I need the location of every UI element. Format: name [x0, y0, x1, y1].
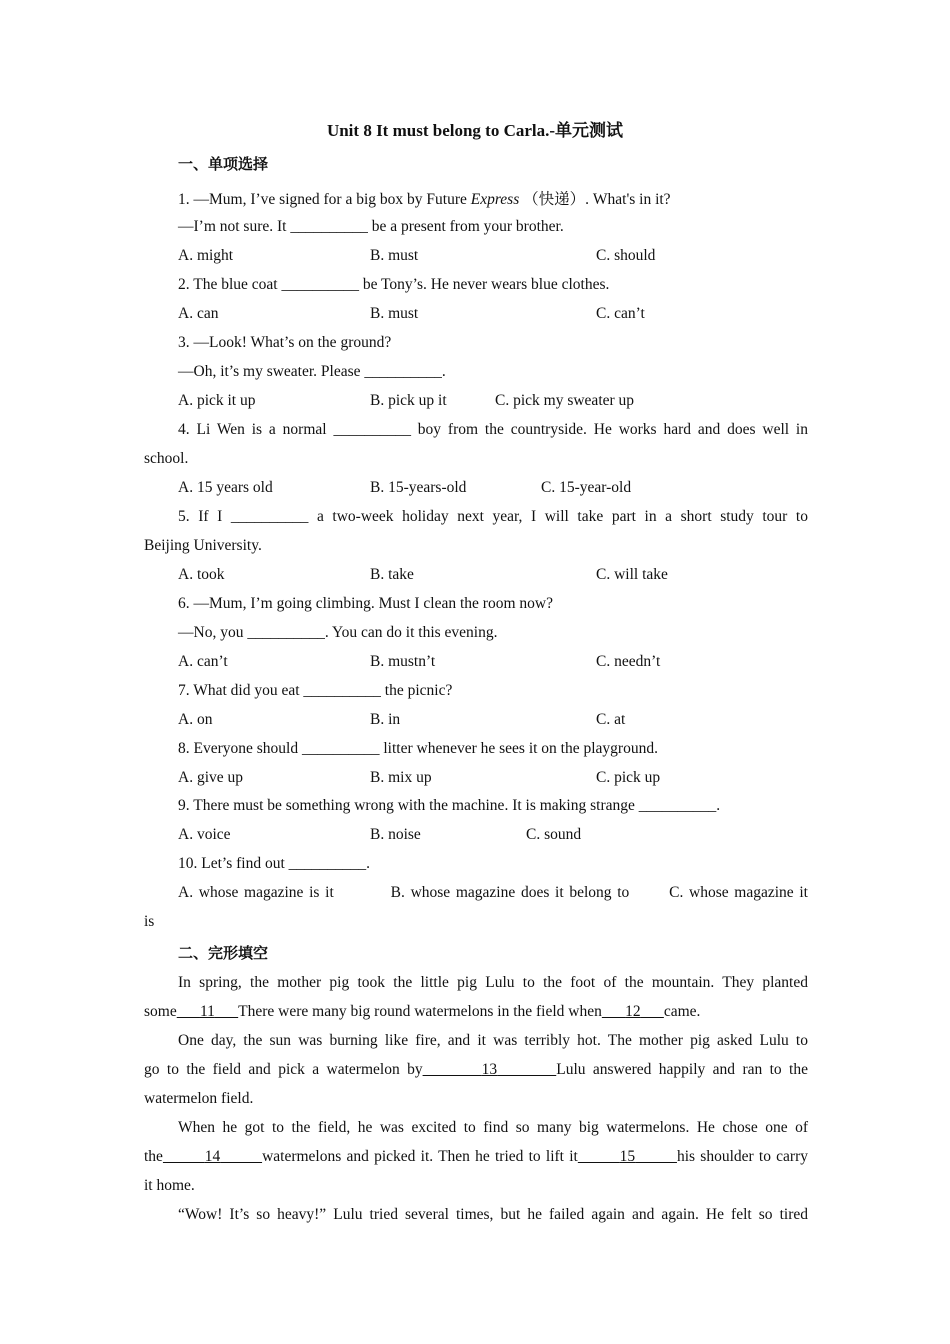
- question-3-option-b: B. pick up it: [370, 392, 447, 409]
- question-9-option-b: B. noise: [370, 826, 421, 843]
- question-9-stem: 9. There must be something wrong with the machine. It is making strange __________.: [178, 797, 721, 814]
- question-7-stem: 7. What did you eat __________ the picnic?: [178, 682, 453, 699]
- section-heading-single-choice: 一、单项选择: [178, 155, 269, 173]
- question-4-continuation: school.: [144, 450, 189, 467]
- question-3-option-c: C. pick my sweater up: [495, 392, 635, 409]
- cloze-paragraph-3-line-2: the 14 watermelons and picked it. Then he tried to lift it 15 his shoulder to carry: [144, 1148, 809, 1165]
- question-6-option-a: A. can’t: [178, 653, 228, 670]
- question-8-stem: 8. Everyone should __________ litter whenever he sees it on the playground.: [178, 740, 658, 757]
- question-7-option-c: C. at: [596, 711, 626, 728]
- question-3-option-a: A. pick it up: [178, 392, 256, 409]
- question-7-option-a: A. on: [178, 711, 213, 728]
- cloze-paragraph-1-line-1: In spring, the mother pig took the little pig Lulu to the foot of the mountain. They planted: [178, 974, 808, 991]
- question-2-option-c: C. can’t: [596, 305, 645, 322]
- question-2-option-a: A. can: [178, 305, 219, 322]
- cloze-paragraph-3-line-3: it home.: [144, 1177, 195, 1194]
- question-2-option-b: B. must: [370, 305, 419, 322]
- question-5-option-b: B. take: [370, 566, 414, 583]
- question-1-stem: 1. —Mum, I’ve signed for a big box by Future Express （快递）. What's in it?: [178, 191, 671, 208]
- question-4-stem: 4. Li Wen is a normal __________ boy from the countryside. He works hard and does well in: [178, 421, 808, 438]
- question-3-stem: 3. —Look! What’s on the ground?: [178, 334, 392, 351]
- question-6-stem: 6. —Mum, I’m going climbing. Must I clean the room now?: [178, 595, 553, 612]
- question-3-line2: —Oh, it’s my sweater. Please __________.: [178, 363, 446, 380]
- question-9-option-c: C. sound: [526, 826, 582, 843]
- question-5-continuation: Beijing University.: [144, 537, 262, 554]
- cloze-paragraph-2-line-1: One day, the sun was burning like fire, and it was terribly hot. The mother pig asked Lulu to: [178, 1032, 808, 1049]
- question-6-option-c: C. needn’t: [596, 653, 661, 670]
- question-4-option-b: B. 15-years-old: [370, 479, 467, 496]
- blank-13: 13: [481, 1061, 498, 1078]
- question-2-stem: 2. The blue coat __________ be Tony’s. He never wears blue clothes.: [178, 276, 610, 293]
- question-4-option-a: A. 15 years old: [178, 479, 273, 496]
- question-9-option-a: A. voice: [178, 826, 231, 843]
- question-1-option-b: B. must: [370, 247, 419, 264]
- question-5-stem: 5. If I __________ a two-week holiday next year, I will take part in a short study tour to: [178, 508, 808, 525]
- question-10-options: A. whose magazine is it B. whose magazine does it belong to C. whose magazine it: [178, 884, 808, 901]
- section-heading-cloze: 二、完形填空: [178, 944, 269, 962]
- question-10-stem: 10. Let’s find out __________.: [178, 855, 371, 872]
- question-6-option-b: B. mustn’t: [370, 653, 436, 670]
- cloze-paragraph-4-line-1: “Wow! It’s so heavy!” Lulu tried several times, but he failed again and again. He felt so tired: [178, 1206, 808, 1223]
- cloze-paragraph-2-line-2: go to the field and pick a watermelon by 13 Lulu answered happily and ran to the: [144, 1061, 808, 1078]
- blank-12: 12: [625, 1003, 641, 1020]
- blank-11: 11: [199, 1003, 215, 1020]
- question-1-line2: —I’m not sure. It __________ be a present from your brother.: [178, 218, 564, 235]
- blank-15: 15: [619, 1148, 636, 1165]
- question-8-option-b: B. mix up: [370, 769, 432, 786]
- cloze-paragraph-2-line-3: watermelon field.: [144, 1090, 254, 1107]
- cloze-paragraph-1-line-2: some 11 There were many big round watermelons in the field when 12 came.: [144, 1003, 701, 1020]
- question-5-option-c: C. will take: [596, 566, 668, 583]
- question-10-continuation: is: [144, 913, 155, 930]
- blank-14: 14: [204, 1148, 221, 1165]
- question-8-option-c: C. pick up: [596, 769, 661, 786]
- question-1-option-a: A. might: [178, 247, 234, 264]
- page-title: Unit 8 It must belong to Carla.-单元测试: [326, 121, 624, 140]
- question-1-option-c: C. should: [596, 247, 656, 264]
- cloze-paragraph-3-line-1: When he got to the field, he was excited to find so many big watermelons. He chose one of: [178, 1119, 808, 1136]
- question-7-option-b: B. in: [370, 711, 401, 728]
- question-6-line2: —No, you __________. You can do it this evening.: [178, 624, 498, 641]
- question-5-option-a: A. took: [178, 566, 225, 583]
- question-8-option-a: A. give up: [178, 769, 244, 786]
- question-4-option-c: C. 15-year-old: [541, 479, 632, 496]
